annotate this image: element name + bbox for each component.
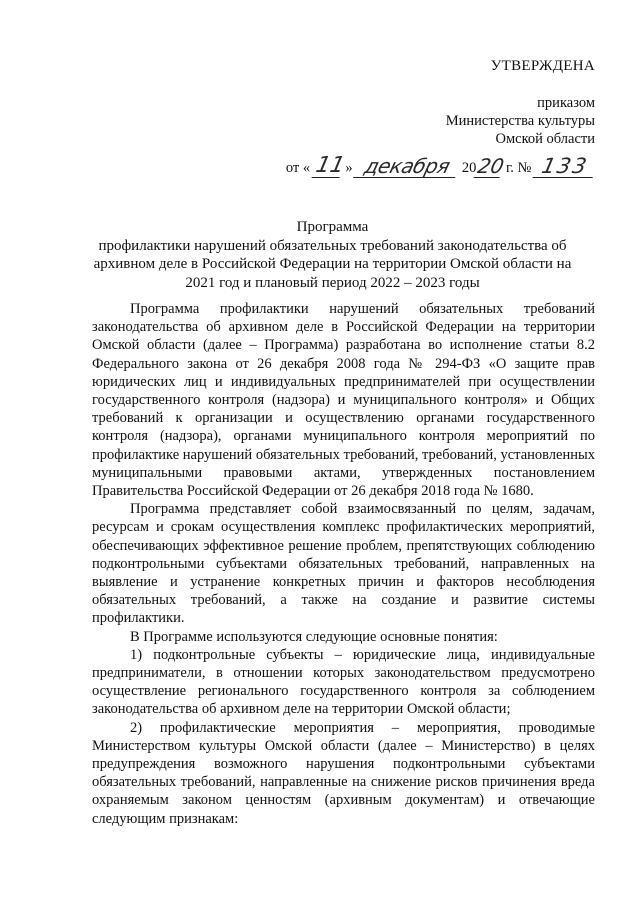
body-paragraph: 1) подконтрольные субъекты – юридические лица, индивидуальные предприниматели, в отношении которых законодательством предусмотрено осуществление регионального государственного контроля за соблюдением законодательства об архивном деле на территории Омской области;: [92, 646, 595, 718]
document-title: [70, 218, 595, 292]
body-paragraph: Программа представляет собой взаимосвязанный по целям, задачам, ресурсам и срокам осуществления комплекс профилактических мероприятий, обеспечивающих эффективное решение проблем, препятствующих соблюдению подконтрольными субъектами обязательных требований, направленных на выявление и устранение конкретных причин и факторов несоблюдения обязательных требований, а также на создание и развитие системы профилактики.: [92, 501, 595, 627]
number-label: №: [517, 160, 532, 176]
order-date-line: [286, 155, 595, 183]
title-line: архивном деле в Российской Федерации на территории Омской области на: [93, 256, 572, 272]
title-line: 2021 год и плановый период 2022 – 2023 годы: [185, 274, 480, 291]
handwritten-month: декабря: [353, 155, 461, 178]
quote-open: «: [302, 160, 311, 176]
year-label: г.: [505, 160, 514, 176]
issuer-line: Омской области: [495, 131, 595, 147]
handwritten-day: 11: [313, 153, 347, 178]
approval-stamp: УТВЕРЖДЕНА: [490, 58, 595, 74]
handwritten-order-number: 133: [533, 155, 598, 178]
issuer-block: [446, 94, 595, 148]
document-body: [92, 300, 595, 828]
issuer-line: Министерства культуры: [445, 113, 595, 129]
body-paragraph: Программа профилактики нарушений обязательных требований законодательства об архивном деле в Российской Федерации на территории Омской области (далее – Программа) разработана во исполнение статьи 8.2 Федерального закона от 26 декабря 2008 года № 294-ФЗ «О защите прав юридических лиц и индивидуальных предпринимателей при осуществлении государственного контроля (надзора) и муниципального контроля» и Общих требований к организации и осуществлению органами государственного контроля (надзора), органами муниципального контроля мероприятий по профилактике нарушений обязательных требований, требований, установленных муниципальными правовыми актами, утвержденных постановлением Правительства Российской Федерации от 26 декабря 2018 года № 1680.: [92, 301, 595, 500]
order-from-label: от: [285, 160, 300, 176]
title-line: профилактики нарушений обязательных требований законодательства об: [98, 237, 567, 254]
body-paragraph: В Программе используются следующие основные понятия:: [130, 628, 498, 645]
issuer-line: приказом: [537, 95, 595, 111]
year-prefix: 20: [461, 160, 477, 176]
title-line: Программа: [296, 219, 369, 235]
quote-close: »: [345, 160, 353, 176]
body-paragraph: 2) профилактические мероприятия – мероприятия, проводимые Министерством культуры Омской области (далее – Министерство) в целях предупреждения возможного нарушения подконтрольными субъектами обязательных требований, направленные на снижение рисков причинения вреда охраняемым законом ценностям (архивным документам) и отвечающие следующим признакам:: [92, 719, 595, 827]
handwritten-year: 20: [475, 154, 507, 178]
